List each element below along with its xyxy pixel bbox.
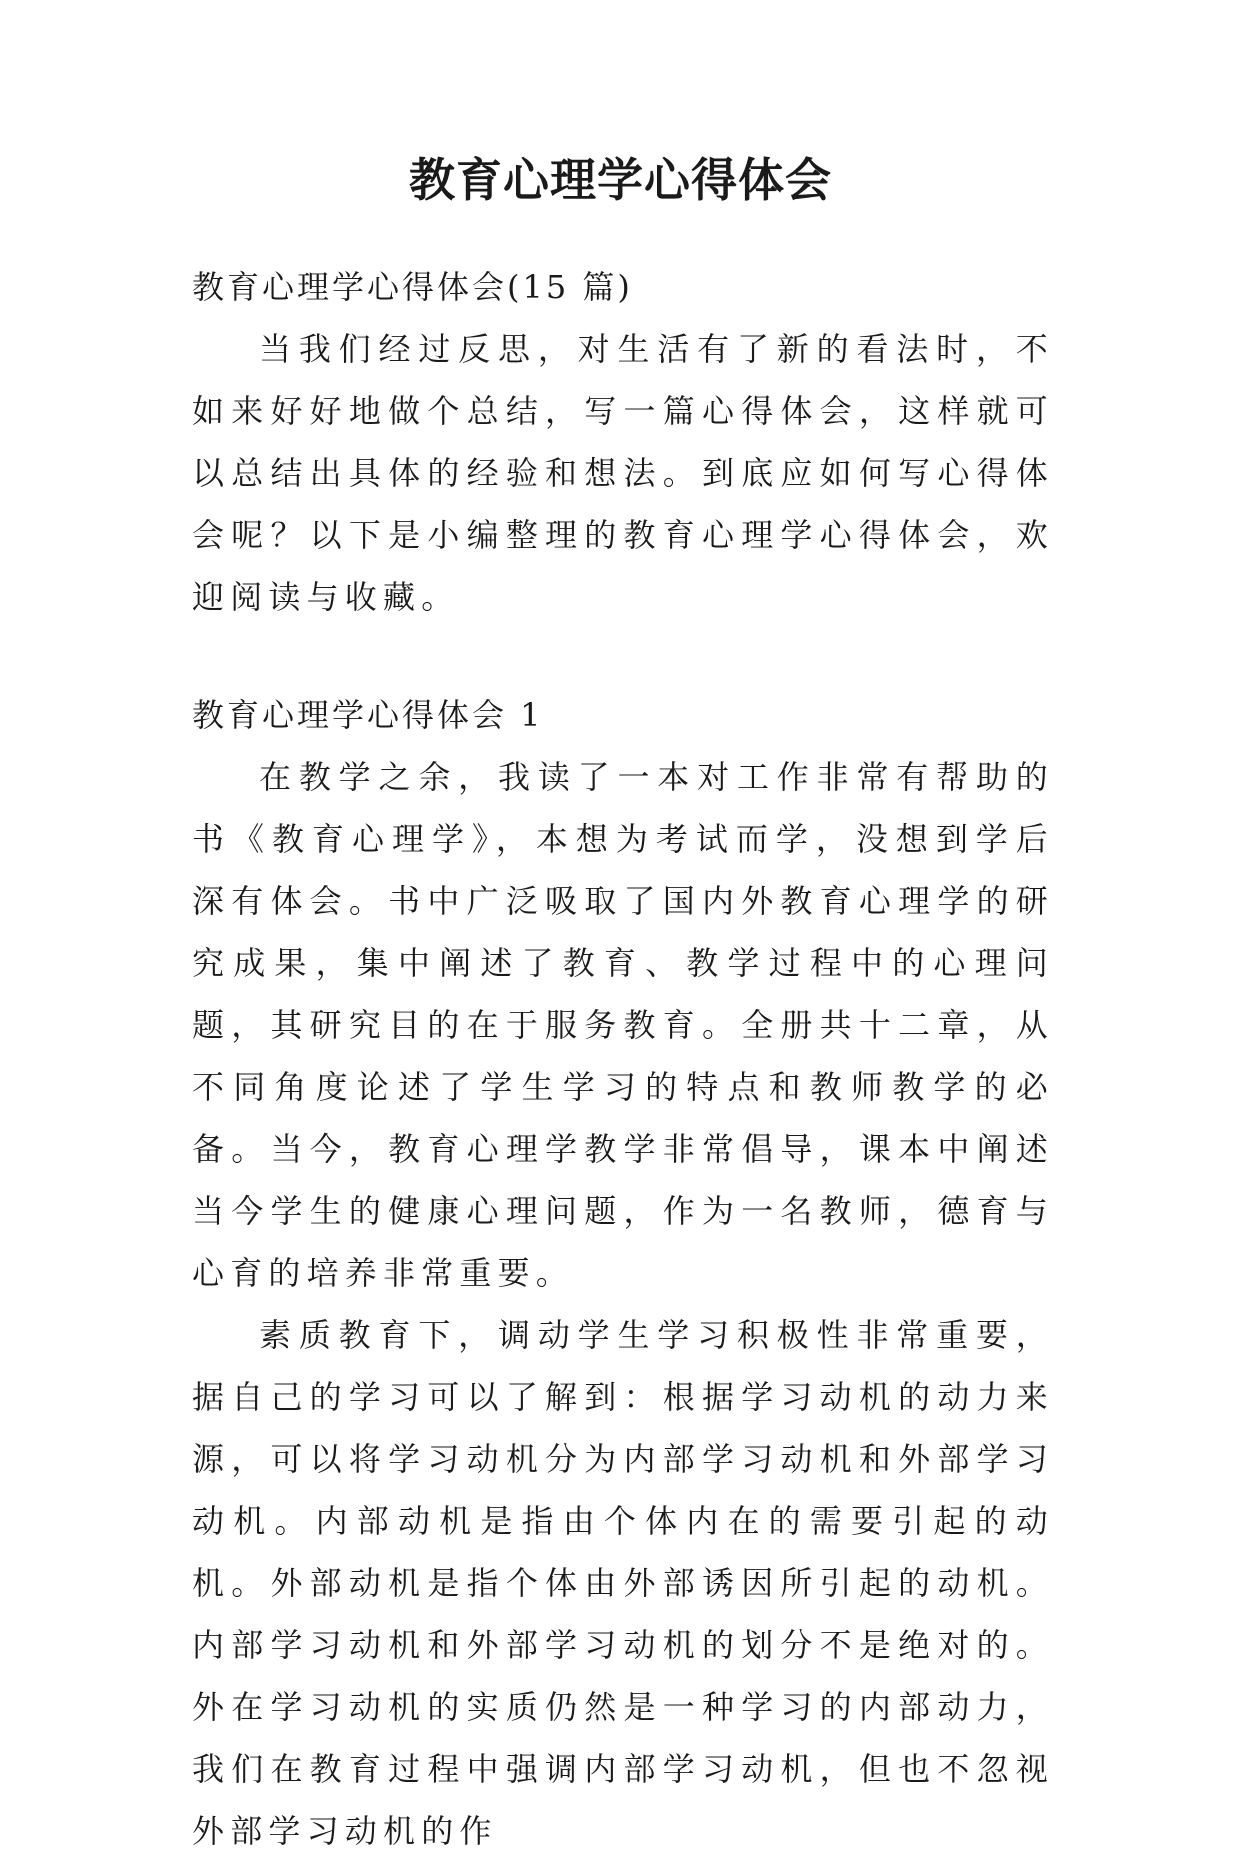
document-subtitle: 教育心理学心得体会(15 篇) <box>192 268 633 306</box>
body-paragraph-2: 素质教育下，调动学生学习积极性非常重要，据自己的学习可以了解到：根据学习动机的动力来源，可以将学习动机分为内部学习动机和外部学习动机。内部动机是指由个体内在的需要引起的动机。外部动机是指个体由外部诱因所引起的动机。内部学习动机和外部学习动机的划分不是绝对的。外在学习动机的实质仍然是一种学习的内部动力，我们在教育过程中强调内部学习动机，但也不忽视外部学习动机的作 <box>192 1316 1054 1850</box>
section-spacer <box>192 628 1054 684</box>
section-heading: 教育心理学心得体会 1 <box>192 696 544 734</box>
intro-paragraph: 当我们经过反思，对生活有了新的看法时，不如来好好地做个总结，写一篇心得体会，这样就可以总结出具体的经验和想法。到底应如何写心得体会呢？以下是小编整理的教育心理学心得体会，欢迎阅读与收藏。 <box>192 330 1054 616</box>
document-title: 教育心理学心得体会 <box>409 153 832 207</box>
body-paragraph-1: 在教学之余，我读了一本对工作非常有帮助的书《教育心理学》，本想为考试而学，没想到学后深有体会。书中广泛吸取了国内外教育心理学的研究成果，集中阐述了教育、教学过程中的心理问题，其研究目的在于服务教育。全册共十二章，从不同角度论述了学生学习的特点和教师教学的必备。当今，教育心理学教学非常倡导，课本中阐述当今学生的健康心理问题，作为一名教师，德育与心育的培养非常重要。 <box>192 758 1054 1292</box>
document-body <box>192 256 1054 1862</box>
